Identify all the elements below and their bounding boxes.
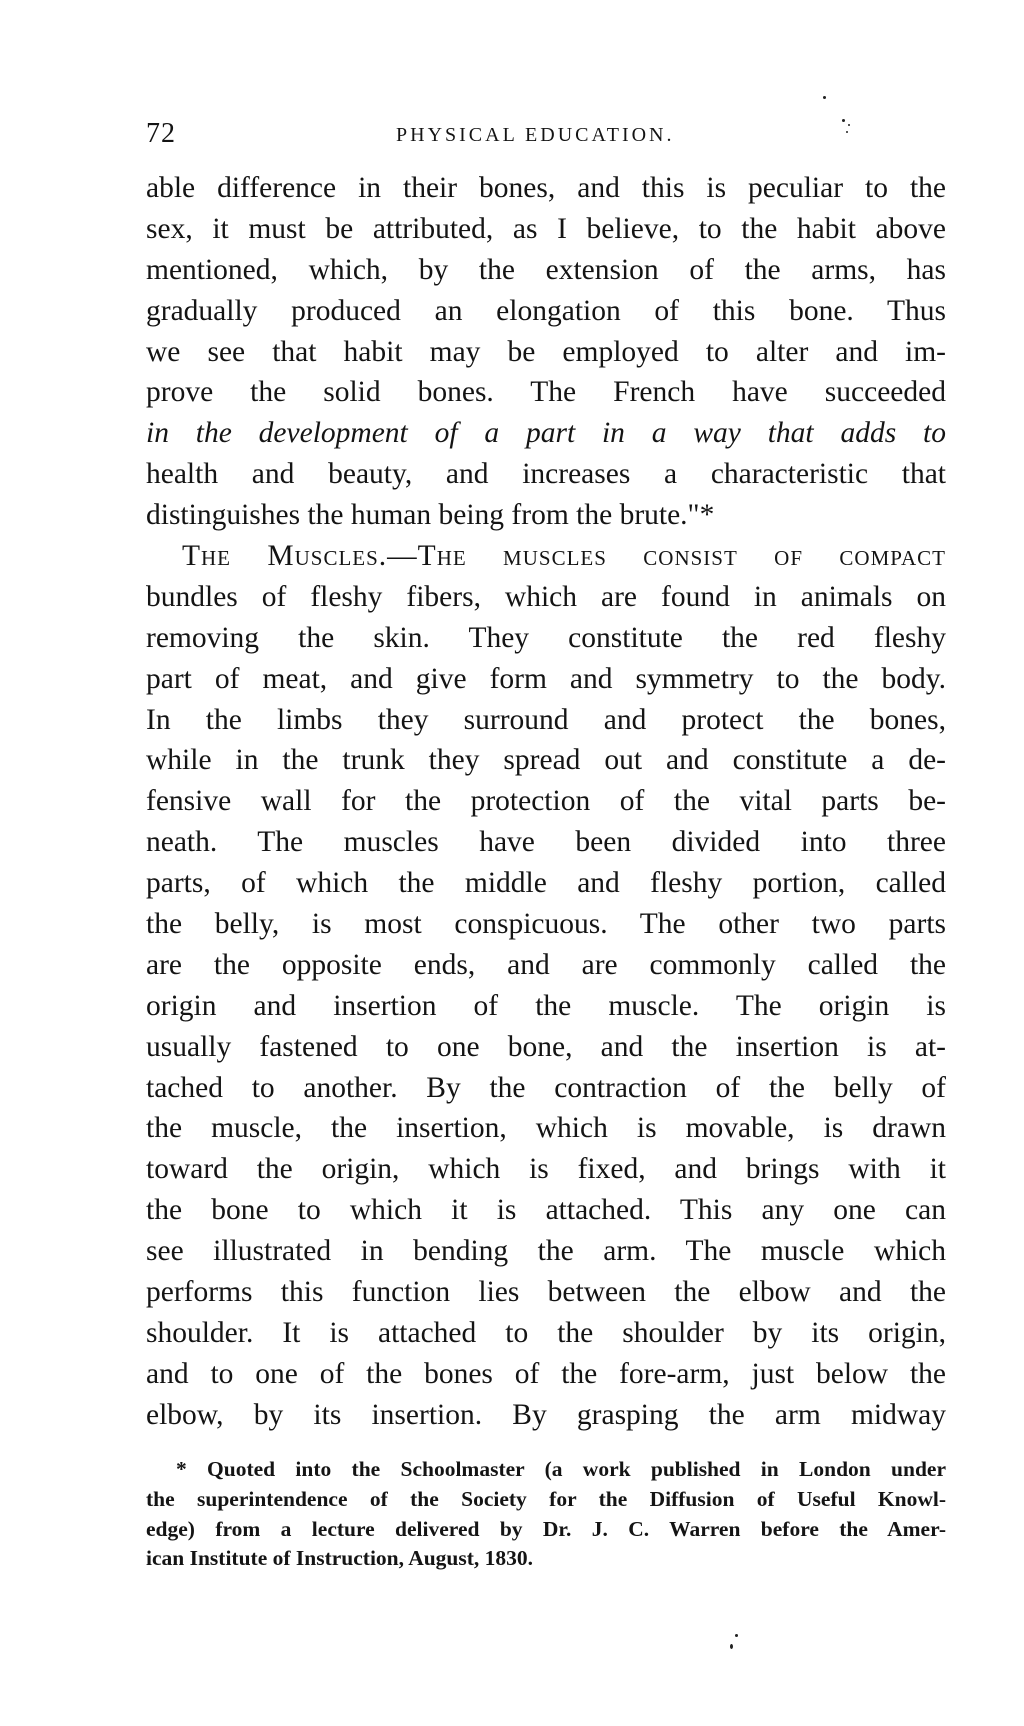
- text-line: removing the skin. They constitute the red fleshy: [146, 621, 946, 654]
- footnote-line: edge) from a lecture delivered by Dr. J. C. Warren before the Amer-: [146, 1516, 946, 1541]
- page-header: [146, 118, 946, 154]
- text-line: parts, of which the middle and fleshy portion, called: [146, 867, 946, 900]
- text-line: able difference in their bones, and this is peculiar to the: [146, 172, 946, 204]
- text-line: In the limbs they surround and protect the bones,: [146, 703, 946, 736]
- text-line: neath. The muscles have been divided into three: [146, 826, 946, 859]
- text-line: elbow, by its insertion. By grasping the arm midway: [146, 1398, 946, 1431]
- footnote-line: * Quoted into the Schoolmaster (a work published in London under: [176, 1457, 946, 1481]
- text-line: performs this function lies between the elbow and the: [146, 1276, 946, 1309]
- text-line: fensive wall for the protection of the vital parts be-: [146, 785, 946, 818]
- italic-phrase: in the development of a part in a way that adds to: [146, 417, 946, 450]
- text-line: health and beauty, and increases a characteristic that: [146, 458, 946, 491]
- section-heading-line: [146, 536, 946, 577]
- text-line: see illustrated in bending the arm. The muscle which: [146, 1235, 946, 1268]
- text-line: the muscle, the insertion, which is movable, is drawn: [146, 1112, 946, 1145]
- text-line: the bone to which it is attached. This any one can: [146, 1194, 946, 1227]
- text-line: toward the origin, which is fixed, and brings with it: [146, 1153, 946, 1186]
- ink-speck: [823, 96, 826, 99]
- text-line: sex, it must be attributed, as I believe, to the habit above: [146, 212, 946, 245]
- running-head: PHYSICAL EDUCATION.: [396, 124, 675, 146]
- footnote-line: ican Institute of Instruction, August, 1830.: [146, 1546, 534, 1571]
- text-line: distinguishes the human being from the brute."*: [146, 499, 715, 532]
- ink-speck: [842, 119, 845, 122]
- text-line: mentioned, which, by the extension of the arms, has: [146, 253, 946, 286]
- text-line: shoulder. It is attached to the shoulder by its origin,: [146, 1316, 946, 1349]
- ink-speck: [735, 1634, 738, 1637]
- body-text: [146, 168, 946, 1436]
- text-line: usually fastened to one bone, and the insertion is at-: [146, 1030, 946, 1063]
- text-line: gradually produced an elongation of this bone. Thus: [146, 294, 946, 327]
- text-line-italic: [146, 413, 946, 454]
- text-line: and to one of the bones of the fore-arm, just below the: [146, 1357, 946, 1390]
- footnote: [146, 1455, 946, 1574]
- ink-speck: [730, 1644, 733, 1649]
- text-line: tached to another. By the contraction of the belly of: [146, 1071, 946, 1104]
- text-line: bundles of fleshy fibers, which are found in animals on: [146, 580, 946, 613]
- text-line: the belly, is most conspicuous. The other two parts: [146, 908, 946, 941]
- text-line: part of meat, and give form and symmetry to the body.: [146, 662, 946, 695]
- ink-speck: [848, 124, 850, 126]
- text-line: are the opposite ends, and are commonly called the: [146, 948, 946, 981]
- muscles-heading: The Muscles.—The muscles consist of compact: [182, 540, 946, 573]
- text-line: origin and insertion of the muscle. The origin is: [146, 989, 946, 1022]
- footnote-line: the superintendence of the Society for the Diffusion of Useful Knowl-: [146, 1486, 946, 1511]
- text-line: prove the solid bones. The French have succeeded: [146, 376, 946, 409]
- ink-speck: [846, 131, 848, 133]
- page-number: 72: [146, 118, 176, 149]
- text-line: we see that habit may be employed to alter and im-: [146, 335, 946, 368]
- text-line: while in the trunk they spread out and constitute a de-: [146, 744, 946, 777]
